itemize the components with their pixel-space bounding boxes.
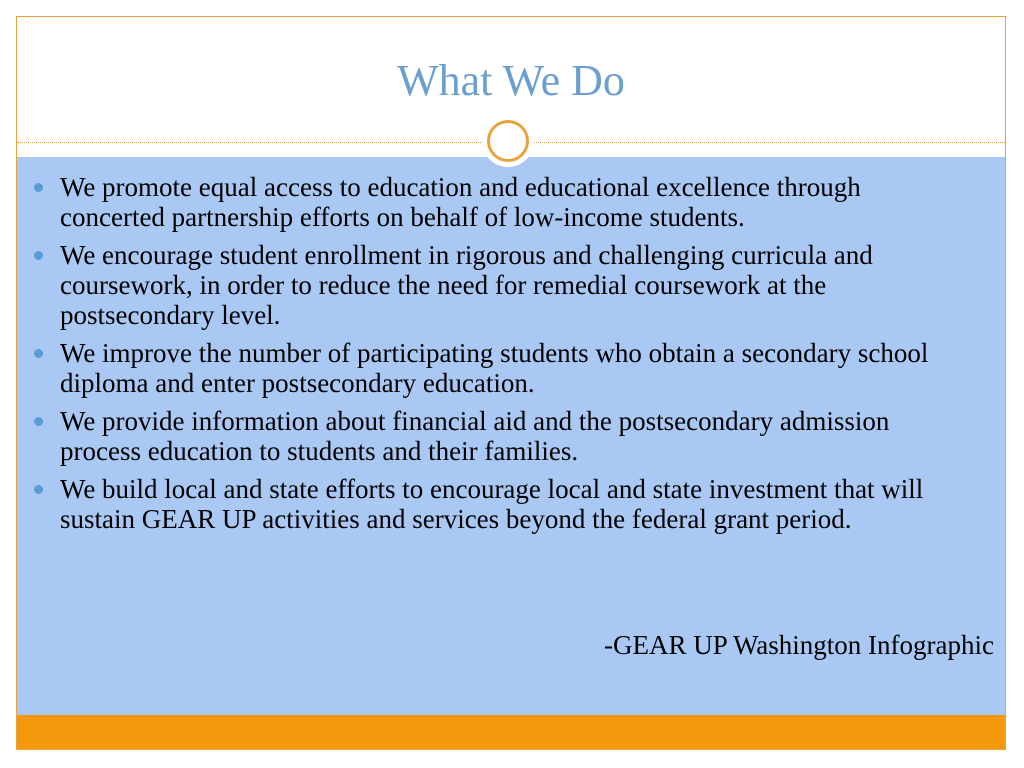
ring-shape: [487, 120, 529, 162]
bullet-text: We improve the number of participating students who obtain a secondary school diploma and enter postsecondary education.: [60, 338, 929, 398]
bullet-text: We provide information about financial aid and the postsecondary admission process education to students and their families.: [60, 406, 890, 466]
footer-bar: [17, 715, 1005, 749]
list-item: [30, 240, 965, 330]
bullet-text: We encourage student enrollment in rigorous and challenging curricula and coursework, in order to reduce the need for remedial coursework at the postsecondary level.: [60, 240, 873, 330]
bullet-dot-icon: [34, 349, 43, 358]
list-item: [30, 406, 965, 466]
slide-title: What We Do: [397, 56, 625, 105]
bullet-text: We promote equal access to education and educational excellence through concerted partnership efforts on behalf of low-income students.: [60, 172, 861, 232]
bullet-dot-icon: [34, 251, 43, 260]
list-item: [30, 474, 965, 534]
bullet-dot-icon: [34, 417, 43, 426]
bullet-dot-icon: [34, 485, 43, 494]
bullet-text: We build local and state efforts to encourage local and state investment that will sustain GEAR UP activities and services beyond the federal grant period.: [60, 474, 924, 534]
attribution: -GEAR UP Washington Infographic: [603, 630, 994, 660]
list-item: [30, 172, 965, 232]
list-item: [30, 338, 965, 398]
bullet-dot-icon: [34, 183, 43, 192]
circle-ring-icon: [482, 115, 534, 167]
bullet-list: [30, 172, 965, 542]
